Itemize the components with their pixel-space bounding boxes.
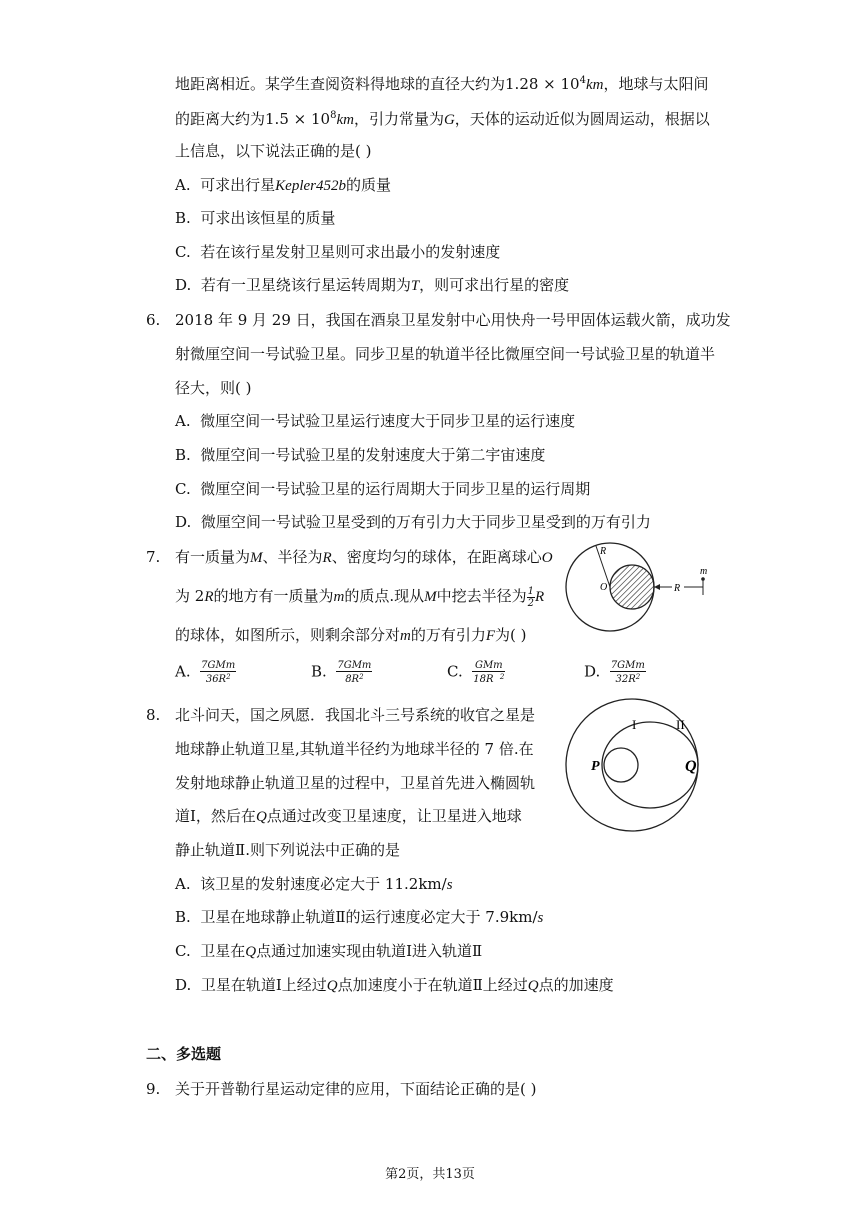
earth: [604, 748, 638, 782]
label-r-top: R: [600, 546, 607, 557]
q8-number: 8.: [146, 706, 161, 724]
q5-option-c: C. 若在该行星发射卫星则可求出最小的发射速度: [175, 243, 501, 261]
q5-option-a: A. 可求出行星Kepler452b的质量: [175, 176, 392, 194]
q6-option-c: C. 微厘空间一号试验卫星的运行周期大于同步卫星的运行周期: [175, 480, 591, 498]
mass-point: [701, 577, 705, 581]
q9-text: 关于开普勒行星运动定律的应用，下面结论正确的是( ): [175, 1080, 537, 1098]
label-m: m: [700, 566, 708, 577]
q7-number: 7.: [146, 548, 161, 566]
q7-option-b: B. $\frac{\text{7GMm}}{8R^2}$: [311, 660, 372, 685]
one-half-fraction: $\frac{1}{2}$: [527, 585, 535, 609]
q5-line-3: 上信息，以下说法正确的是( ): [175, 142, 372, 160]
q8-option-d: D. 卫星在轨道Ⅰ上经过Q点加速度小于在轨道Ⅱ上经过Q点的加速度: [175, 976, 614, 994]
q8-option-a: A. 该卫星的发射速度必定大于 11.2km/s: [175, 875, 453, 893]
q8-line-2: 地球静止轨道卫星,其轨道半径约为地球半径的 7 倍.在: [175, 740, 534, 758]
label-q: Q: [685, 758, 697, 775]
q6-number: 6.: [146, 311, 161, 329]
q8-line-4: 道Ⅰ，然后在Q点通过改变卫星速度，让卫星进入地球: [175, 807, 522, 825]
label-orbit-ii: II: [676, 717, 685, 732]
q7-line-2: 为 2R的地方有一质量为m的质点.现从M中挖去半径为 $\frac{1}{2}$ R: [175, 585, 545, 609]
q5-option-b: B. 可求出该恒星的质量: [175, 209, 336, 227]
q8-option-b: B. 卫星在地球静止轨道Ⅱ的运行速度必定大于 7.9km/s: [175, 908, 544, 926]
hollow-cavity: [610, 565, 654, 609]
q5-line-2: 的距离大约为$1.5 \times 10^8km$，引力常量为G，天体的运动近似为圆周运动，根据以: [175, 110, 710, 128]
q6-line-3: 径大，则( ): [175, 379, 252, 397]
q5-line-1: 地距离相近。某学生查阅资料得地球的直径大约为$1.28 \times 10^4km$，地球与太阳间: [175, 75, 709, 93]
q9-number: 9.: [146, 1080, 161, 1098]
q7-sphere-figure: [560, 538, 720, 640]
q7-option-d: D. $\frac{\text{7GMm}}{32R^2}$: [584, 660, 645, 685]
q6-option-b: B. 微厘空间一号试验卫星的发射速度大于第二宇宙速度: [175, 446, 546, 464]
orbit-i: [602, 722, 698, 808]
q7-line-3: 的球体，如图所示，则剩余部分对m的万有引力F为( ): [175, 626, 527, 644]
q7-option-a: A. $\frac{\text{7GMm}}{36R^2}$: [175, 660, 236, 685]
label-p: P: [591, 759, 600, 774]
section-title-multiple-choice: 二、多选题: [146, 1045, 222, 1063]
q8-line-3: 发射地球静止轨道卫星的过程中，卫星首先进入椭圆轨: [175, 774, 536, 792]
q8-option-c: C. 卫星在Q点通过加速实现由轨道Ⅰ进入轨道Ⅱ: [175, 942, 483, 960]
q6-option-a: A. 微厘空间一号试验卫星运行速度大于同步卫星的运行速度: [175, 412, 576, 430]
q5-option-d: D. 若有一卫星绕该行星运转周期为T，则可求出行星的密度: [175, 276, 570, 294]
arrow-left-icon: [654, 584, 660, 590]
label-orbit-i: I: [632, 717, 637, 732]
label-r-right: R: [674, 583, 681, 594]
q6-option-d: D. 微厘空间一号试验卫星受到的万有引力大于同步卫星受到的万有引力: [175, 513, 651, 531]
q6-line-1: 2018 年 9 月 29 日，我国在酒泉卫星发射中心用快舟一号甲固体运载火箭，成功发: [175, 311, 731, 329]
q8-line-5: 静止轨道Ⅱ.则下列说法中正确的是: [175, 841, 400, 859]
q8-orbit-figure: [556, 696, 708, 834]
q7-line-1: 有一质量为M、半径为R、密度均匀的球体，在距离球心O: [175, 548, 553, 566]
q7-option-c: C. $\frac{\text{GMm}}{18R ^2}$: [447, 660, 505, 685]
page-footer: 第2页，共13页: [385, 1167, 475, 1182]
q6-line-2: 射微厘空间一号试验卫星。同步卫星的轨道半径比微厘空间一号试验卫星的轨道半: [175, 345, 716, 363]
q8-line-1: 北斗问天，国之夙愿．我国北斗三号系统的收官之星是: [175, 706, 536, 724]
label-o: O: [600, 582, 608, 593]
